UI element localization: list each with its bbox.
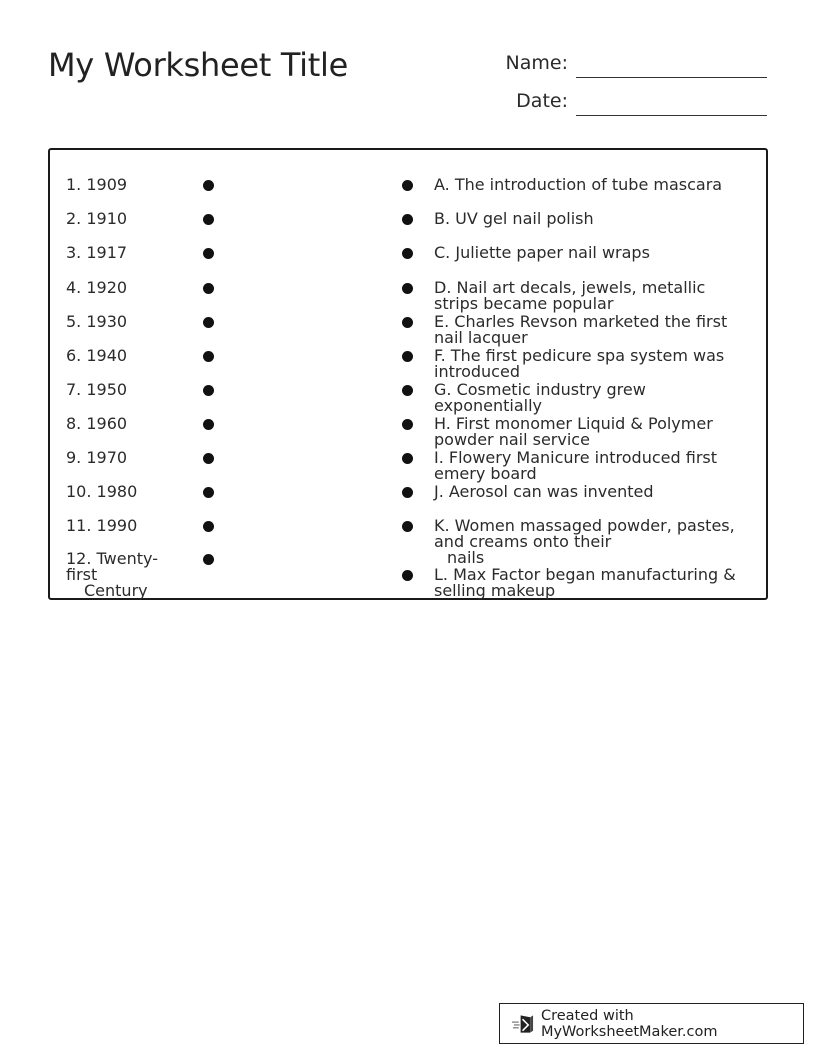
left-item-label: 10. 1980 (66, 482, 138, 501)
left-match-dot-2[interactable] (203, 214, 214, 225)
left-item-label: 11. 1990 (66, 516, 138, 535)
right-item-label: E. Charles Revson marketed the first nail lacquer (434, 312, 728, 347)
left-item-label: 5. 1930 (66, 312, 128, 331)
left-match-dot-5[interactable] (203, 317, 214, 328)
left-item-6 (66, 348, 186, 364)
right-item-h (434, 416, 754, 448)
right-match-dot-K[interactable] (402, 521, 413, 532)
left-item-label: 12. Twenty-first (66, 549, 158, 584)
matching-exercise-box (48, 148, 768, 600)
right-item-label: B. UV gel nail polish (434, 209, 594, 228)
right-match-dot-B[interactable] (402, 214, 413, 225)
name-field (498, 52, 767, 74)
right-match-dot-C[interactable] (402, 248, 413, 259)
left-item-10 (66, 484, 186, 500)
right-item-k (434, 518, 754, 566)
left-item-label: 7. 1950 (66, 380, 128, 399)
left-match-dot-3[interactable] (203, 248, 214, 259)
right-item-label: I. Flowery Manicure introduced first emery board (434, 448, 717, 483)
right-match-dot-H[interactable] (402, 419, 413, 430)
date-field (498, 90, 767, 112)
right-item-label: D. Nail art decals, jewels, metallic strips became popular (434, 278, 706, 313)
left-item-4 (66, 280, 186, 296)
right-item-label: L. Max Factor began manufacturing & selling makeup (434, 565, 736, 600)
left-item-label: 2. 1910 (66, 209, 128, 228)
right-match-dot-L[interactable] (402, 570, 413, 581)
right-item-label: G. Cosmetic industry grew exponentially (434, 380, 646, 415)
left-item-label-continued: Century (84, 581, 148, 600)
left-item-11 (66, 518, 186, 534)
right-item-label: C. Juliette paper nail wraps (434, 243, 650, 262)
footer-credit (499, 1003, 804, 1044)
right-match-dot-G[interactable] (402, 385, 413, 396)
right-item-l (434, 567, 754, 599)
right-item-label: A. The introduction of tube mascara (434, 175, 723, 194)
right-match-dot-E[interactable] (402, 317, 413, 328)
left-item-label: 9. 1970 (66, 448, 128, 467)
left-match-dot-12[interactable] (203, 554, 214, 565)
left-match-dot-1[interactable] (203, 180, 214, 191)
right-match-dot-A[interactable] (402, 180, 413, 191)
right-item-label: K. Women massaged powder, pastes, and creams onto their (434, 516, 735, 551)
left-match-dot-9[interactable] (203, 453, 214, 464)
right-item-c (434, 245, 754, 261)
left-match-dot-10[interactable] (203, 487, 214, 498)
right-item-b (434, 211, 754, 227)
left-match-dot-11[interactable] (203, 521, 214, 532)
date-blank-line[interactable] (576, 114, 767, 116)
left-item-label: 4. 1920 (66, 278, 128, 297)
name-blank-line[interactable] (576, 76, 767, 78)
left-item-label: 8. 1960 (66, 414, 128, 433)
right-item-g (434, 382, 754, 414)
right-match-dot-J[interactable] (402, 487, 413, 498)
left-match-dot-7[interactable] (203, 385, 214, 396)
left-match-dot-6[interactable] (203, 351, 214, 362)
left-item-label: 3. 1917 (66, 243, 128, 262)
right-item-i (434, 450, 754, 482)
left-match-dot-8[interactable] (203, 419, 214, 430)
left-item-1 (66, 177, 186, 193)
left-item-label: 6. 1940 (66, 346, 128, 365)
left-match-dot-4[interactable] (203, 283, 214, 294)
right-match-dot-F[interactable] (402, 351, 413, 362)
name-label: Name: (505, 52, 568, 74)
date-label: Date: (516, 90, 568, 112)
right-item-label: F. The first pedicure spa system was introduced (434, 346, 725, 381)
right-match-dot-I[interactable] (402, 453, 413, 464)
right-item-j (434, 484, 754, 500)
left-item-5 (66, 314, 186, 330)
footer-text: Created with MyWorksheetMaker.com (540, 1007, 718, 1040)
worksheet-maker-logo-icon (512, 1013, 535, 1035)
right-item-label-continued: nails (447, 548, 485, 567)
right-item-f (434, 348, 754, 380)
left-item-9 (66, 450, 186, 466)
right-item-label: H. First monomer Liquid & Polymer powder nail service (434, 414, 713, 449)
right-item-a (434, 177, 754, 193)
left-item-3 (66, 245, 186, 261)
left-item-2 (66, 211, 186, 227)
left-item-8 (66, 416, 186, 432)
left-item-12 (66, 551, 186, 599)
right-match-dot-D[interactable] (402, 283, 413, 294)
left-item-7 (66, 382, 186, 398)
worksheet-title: My Worksheet Title (48, 46, 348, 84)
left-item-label: 1. 1909 (66, 175, 128, 194)
right-item-e (434, 314, 754, 346)
right-item-label: J. Aerosol can was invented (434, 482, 654, 501)
right-item-d (434, 280, 754, 312)
